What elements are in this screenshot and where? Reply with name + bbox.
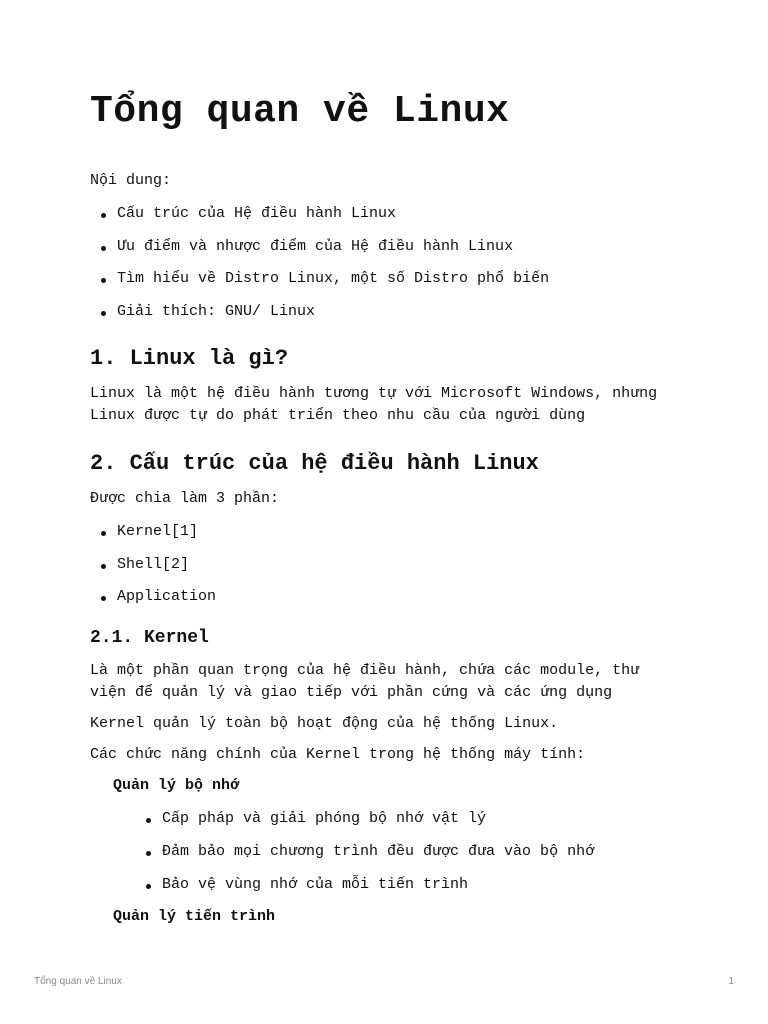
contents-item: Tìm hiểu về Distro Linux, một số Distro phổ biến [90,268,549,290]
section-1-heading: 1. Linux là gì? [90,346,289,371]
structure-item: Kernel[1] [90,521,216,543]
section-2-1-heading: 2.1. Kernel [90,628,209,648]
section-1-line: Linux được tự do phát triển theo nhu cầu của người dùng [90,407,586,424]
page-number: 1 [728,976,734,987]
memory-management-title: Quản lý bộ nhớ [113,777,240,794]
memory-item: Cấp pháp và giải phóng bộ nhớ vật lý [134,808,594,830]
section-2-intro: Được chia làm 3 phần: [90,490,280,507]
process-management-title: Quản lý tiến trình [113,908,276,925]
kernel-para-3: Các chức năng chính của Kernel trong hệ thống máy tính: [90,746,586,763]
memory-item: Đảm bảo mọi chương trình đều được đưa vào bộ nhớ [134,841,594,863]
contents-label: Nội dung: [90,172,172,189]
page-title: Tổng quan về Linux [90,90,510,133]
contents-item: Cấu trúc của Hệ điều hành Linux [90,203,549,225]
memory-management-list [134,808,594,896]
structure-list [90,521,216,608]
footer-title: Tổng quan về Linux [34,976,122,987]
memory-item: Bảo vệ vùng nhớ của mỗi tiến trình [134,874,594,896]
section-1-line: Linux là một hệ điều hành tương tự với Microsoft Windows, nhưng [90,385,658,402]
section-2-heading: 2. Cấu trúc của hệ điều hành Linux [90,451,539,476]
kernel-para-line: viện để quản lý và giao tiếp với phần cứng và các ứng dụng [90,684,613,701]
structure-item: Application [90,586,216,608]
kernel-para-2: Kernel quản lý toàn bộ hoạt động của hệ thống Linux. [90,715,559,732]
contents-list [90,203,549,323]
kernel-para-line: Là một phần quan trọng của hệ điều hành, chứa các module, thư [90,662,640,679]
page-footer [34,976,734,990]
structure-item: Shell[2] [90,554,216,576]
contents-item: Giải thích: GNU/ Linux [90,301,549,323]
contents-item: Ưu điểm và nhược điểm của Hệ điều hành Linux [90,236,549,258]
